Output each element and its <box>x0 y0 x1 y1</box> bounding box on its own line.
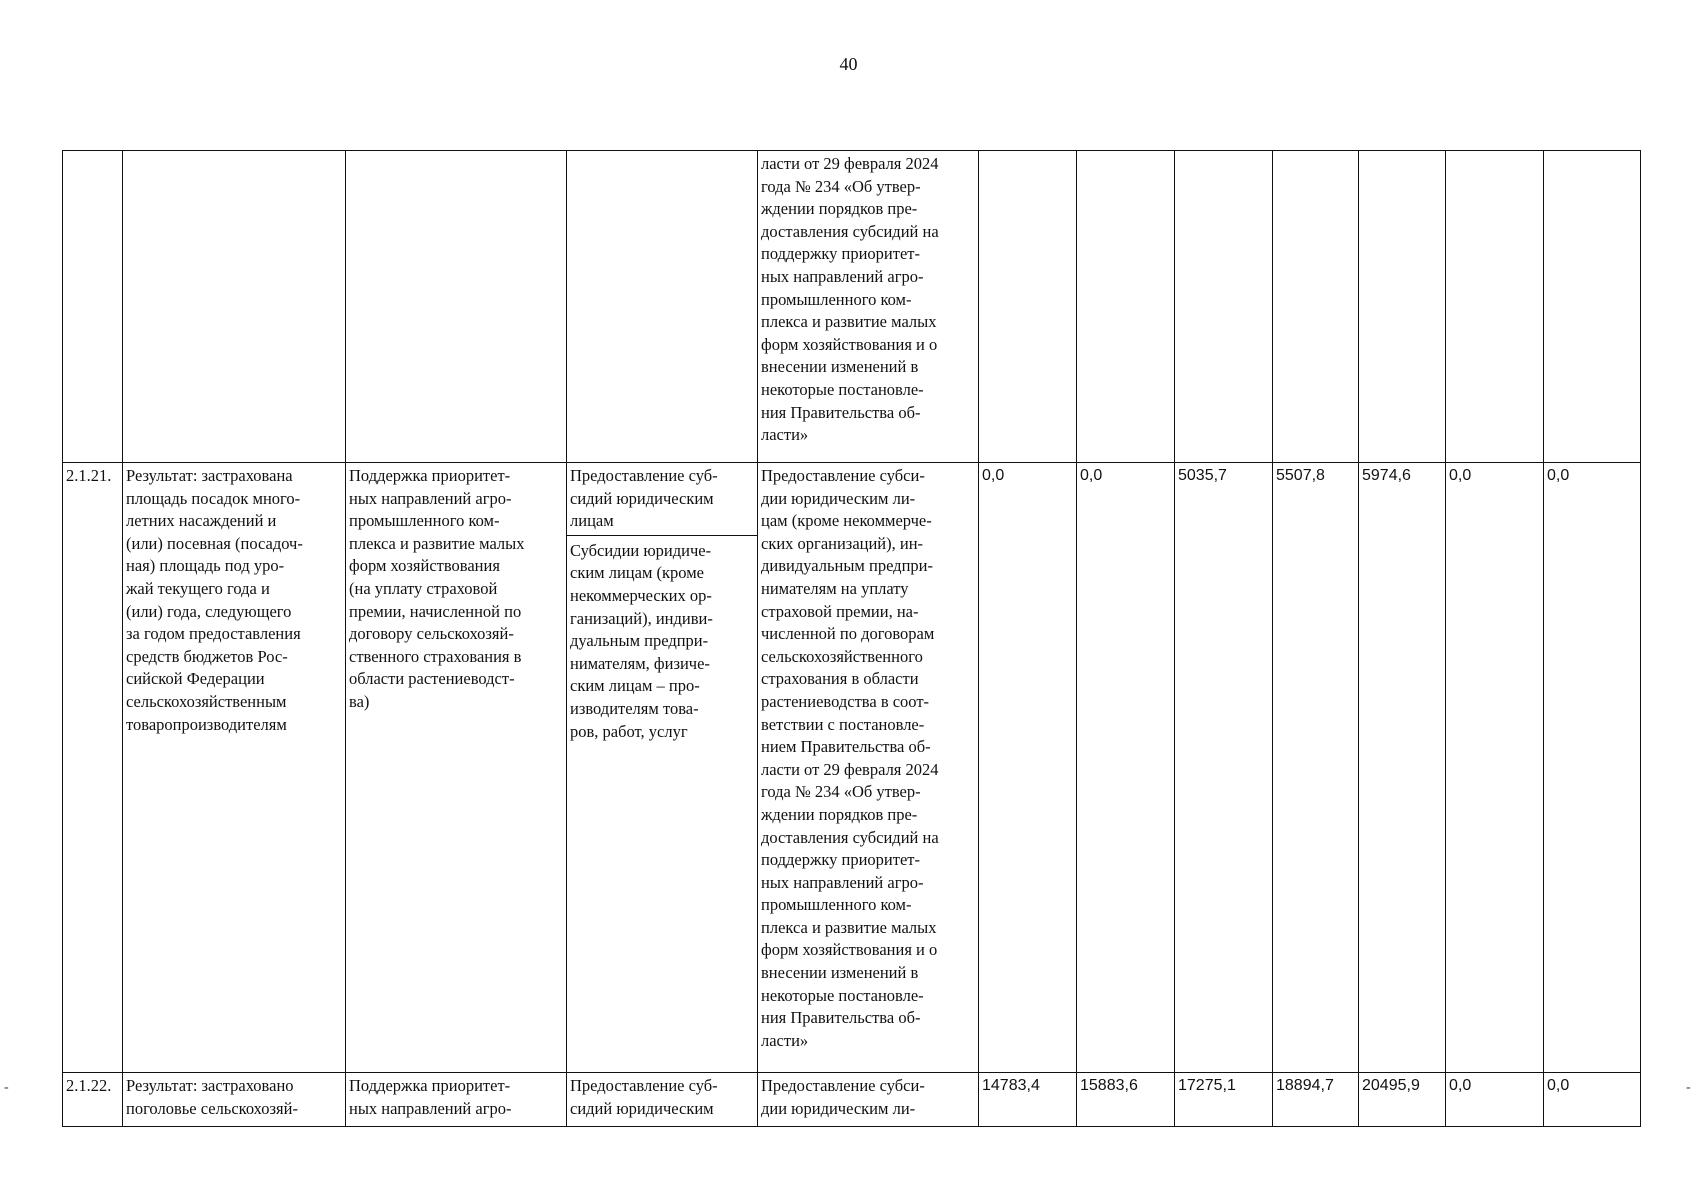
value-cell: 20495,9 <box>1359 1073 1446 1127</box>
value-cell: 14783,4 <box>979 1073 1077 1127</box>
result-cell <box>123 151 346 463</box>
value-cell <box>1359 151 1446 463</box>
description-cell: ласти от 29 февраля 2024 года № 234 «Об утвер- ждении порядков пре- доставления субсидий на поддержку приоритет- ных направлений агро- промышленного ком- плекса и развитие малых форм хозяйствования и о внесении изменений в некоторые постановле- ния Правительства об- ласти» <box>758 151 979 463</box>
event-kind-cell <box>567 151 758 463</box>
event-kind-cell <box>567 463 758 1073</box>
row-code: 2.1.22. <box>63 1073 123 1127</box>
value-cell <box>1273 151 1359 463</box>
value-cell: 0,0 <box>1446 463 1544 1073</box>
result-cell: Результат: застрахована площадь посадок много- летних насаждений и (или) посевная (посадоч- ная) площадь под уро- жай текущего года и (или) года, следующего за годом предоставления средств бюджетов Рос- сийской Федерации сельскохозяйственным товаропроизводителям <box>123 463 346 1073</box>
result-cell: Результат: застраховано поголовье сельскохозяй- <box>123 1073 346 1127</box>
value-cell <box>1446 151 1544 463</box>
margin-mark-right: - <box>1686 1080 1691 1095</box>
page-number: 40 <box>839 54 858 74</box>
value-cell: 17275,1 <box>1175 1073 1273 1127</box>
margin-mark-left: - <box>4 1080 9 1095</box>
event-kind-detail: Субсидии юридиче- ским лицам (кроме некоммерческих ор- ганизаций), индиви- дуальным предпри- нимателям, физиче- ским лицам – про- изводителям това- ров, работ, услуг <box>570 540 713 741</box>
table-row <box>63 151 1641 463</box>
description-cell: Предоставление субси- дии юридическим ли- цам (кроме некоммерче- ских организаций), ин- дивидуальным предпри- нимателям на уплату страховой премии, на- численной по договорам сельскохозяйственного страхования в области растениеводства в соот- ветствии с постановле- нием Правительства об- ласти от 29 февраля 2024 года № 234 «Об утвер- ждении порядков пре- доставления субсидий на поддержку приоритет- ных направлений агро- промышленного ком- плекса и развитие малых форм хозяйствования и о внесении изменений в некоторые постановле- ния Правительства об- ласти» <box>758 463 979 1073</box>
value-cell <box>1077 151 1175 463</box>
value-cell <box>1175 151 1273 463</box>
table-row <box>63 463 1641 1073</box>
value-cell: 0,0 <box>979 463 1077 1073</box>
direction-cell: Поддержка приоритет- ных направлений агро- <box>346 1073 567 1127</box>
event-kind-main: Предоставление суб- сидий юридическим лицам <box>567 465 757 536</box>
event-kind-cell: Предоставление суб- сидий юридическим <box>567 1073 758 1127</box>
value-cell: 18894,7 <box>1273 1073 1359 1127</box>
direction-cell: Поддержка приоритет- ных направлений агро- промышленного ком- плекса и развитие малых форм хозяйствования (на уплату страховой премии, начисленной по договору сельскохозяй- ственного страхования в области растениеводст- ва) <box>346 463 567 1073</box>
value-cell: 0,0 <box>1544 1073 1641 1127</box>
value-cell <box>1544 151 1641 463</box>
value-cell: 5507,8 <box>1273 463 1359 1073</box>
value-cell: 5035,7 <box>1175 463 1273 1073</box>
row-code <box>63 151 123 463</box>
value-cell: 0,0 <box>1446 1073 1544 1127</box>
value-cell: 5974,6 <box>1359 463 1446 1073</box>
value-cell <box>979 151 1077 463</box>
table-row <box>63 1073 1641 1127</box>
value-cell: 15883,6 <box>1077 1073 1175 1127</box>
value-cell: 0,0 <box>1544 463 1641 1073</box>
row-code: 2.1.21. <box>63 463 123 1073</box>
direction-cell <box>346 151 567 463</box>
description-cell: Предоставление субси- дии юридическим ли- <box>758 1073 979 1127</box>
subsidy-table <box>62 150 1641 1127</box>
value-cell: 0,0 <box>1077 463 1175 1073</box>
